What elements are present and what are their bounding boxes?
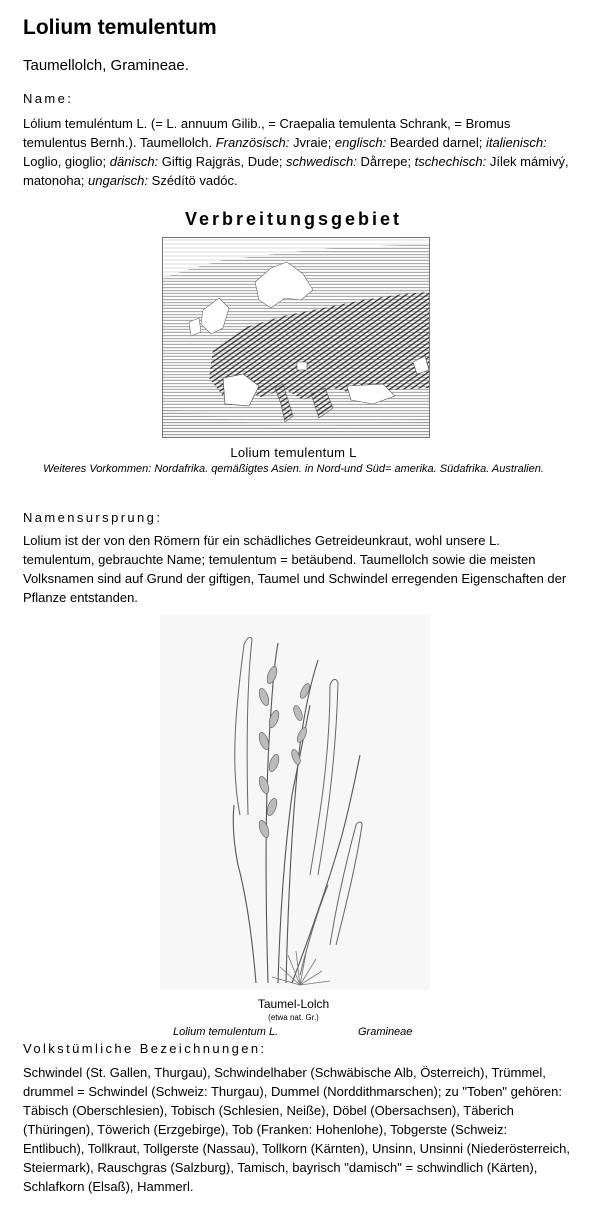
name-section-text [23,114,571,190]
lang-value-english: Bearded darnel; [386,135,486,150]
plant-caption: Taumel-Lolch [257,997,330,1011]
europe-map-graphic [163,238,429,437]
folk-names-section-label: Volkstümliche Bezeichnungen: [23,1041,267,1056]
lang-value-swedish: Dårrepe; [356,154,415,169]
lang-label-italian: italienisch: [485,135,547,150]
lang-label-swedish: schwedisch: [286,154,357,169]
lolium-plant-drawing [160,615,430,990]
distribution-note: Weiteres Vorkommen: Nordafrika. qemäßigtes Asien. in Nord-und Süd= amerika. Südafrika. Australien. [43,463,544,475]
page-subtitle: Taumellolch, Gramineae. [23,57,189,74]
lang-value-czech: Jílek mámivý, matonoha; [23,154,569,188]
name-section-label: Name: [23,91,74,106]
plant-illustration [160,615,430,990]
folk-names-section-text: Schwindel (St. Gallen, Thurgau), Schwindelhaber (Schwäbische Alb, Österreich), Trümmel, drummel = Schwindel (Schweiz: Thurgau), Dummel (Norddithmarschen); zu "Toben" gehören: Täbisch (Oberschlesien), Tobisch (Schlesien, Neiße), Döbel (Obersachsen), Täberich (Thüringen), Töwerich (Erzgebirge), Tob (Franken: Hohenlohe), Tobgerste (Schweiz: Entlibuch), Tollkraut, Tollgerste (Nassau), Tollkorn (Kärnten), Unsinn, Unsinni (Niederösterreich, Steiermark), Rauschgras (Salzburg), Tamisch, bayrisch "damisch" = schwindlich (Kärten), Schlafkorn (Elsaß), Hammerl. [23,1065,570,1194]
origin-section-label: Namensursprung: [23,510,163,525]
lang-label-danish: dänisch: [109,154,159,169]
lang-label-english: englisch: [334,135,387,150]
distribution-map [162,237,430,438]
name-text-main: Lólium temuléntum L. (= L. annuum Gilib., = Craepalia temulenta Schrank, = Bromus temulentus Bernh.). Taumellolch. [23,116,511,150]
lang-label-hungarian: ungarisch: [88,173,149,188]
distribution-caption: Lolium temulentum L [230,445,357,460]
lang-value-hungarian: Szédítö vadóc. [148,173,238,188]
plant-scale-note: (etwa nat. Gr.) [268,1013,319,1022]
page-title: Lolium temulentum [23,16,217,39]
lang-value-danish: Giftig Rajgräs, Dude; [158,154,287,169]
origin-section-text: Lolium ist der von den Römern für ein schädliches Getreideunkraut, wohl unsere L. temulentum, gebrauchte Name; temulentum = betäubend. Taumellolch sowie die meisten Volksnamen sind auf Grund der giftigen, Taumel und Schwindel erregenden Eigenschaften der Pflanze entstanden. [23,533,567,605]
lang-label-czech: tschechisch: [414,154,487,169]
plant-family-name: Gramineae [358,1026,413,1038]
plant-latin-name: Lolium temulentum L. [173,1026,279,1038]
lang-value-french: Jvraie; [289,135,335,150]
distribution-heading: Verbreitungsgebiet [184,209,403,229]
lang-value-italian: Loglio, gioglio; [23,154,110,169]
lang-label-french: Französisch: [215,135,290,150]
